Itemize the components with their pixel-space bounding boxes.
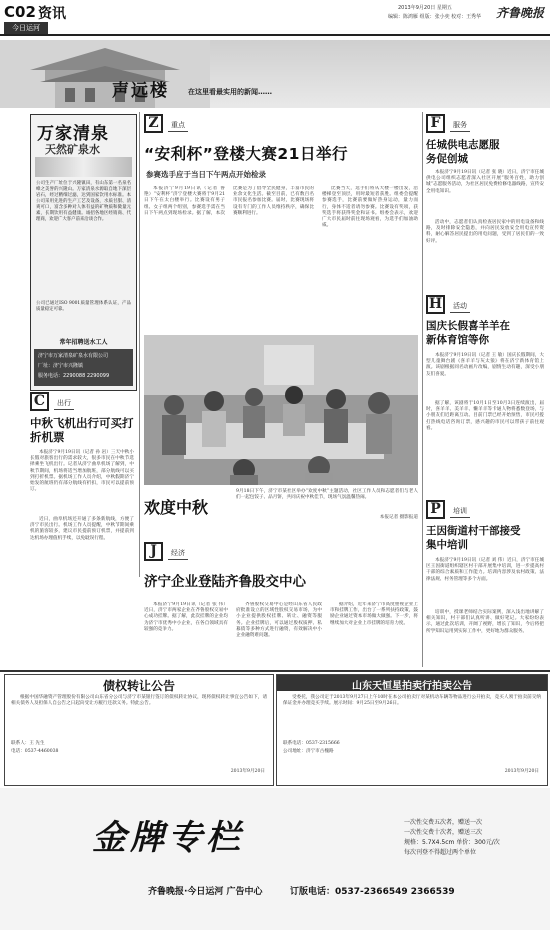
page-header bbox=[0, 0, 550, 36]
footer-ad-phone: 订版电话：0537-2366549 2366539 bbox=[290, 887, 455, 897]
wine-ad-address: 厂址：济宁市兴隆镇 bbox=[38, 363, 84, 369]
article-j-body: 本报济宁9月19日讯（记者 张 伟）近日，济宁市两家企业在齐鲁股权交易中心成功挂牌。据了解，此次挂牌的企业均为济宁市优秀中小企业，在各自领域具有较强的竞争力。 bbox=[144, 602, 228, 632]
article-p bbox=[426, 500, 544, 668]
section-tag-travel: 出行 bbox=[54, 398, 74, 410]
article-z bbox=[144, 114, 418, 329]
section-tag-service: 服务 bbox=[450, 120, 470, 132]
article-h bbox=[426, 295, 544, 485]
notice-debt-date: 2013年9月20日 bbox=[230, 769, 265, 774]
photo-caption: 9月18日下午，济宁市某社区举办“欢度中秋”主题活动，社区工作人员和志愿者们与老人们一起包饺子、品月饼，共同庆祝中秋佳节，现场气氛温馨热闹。 bbox=[236, 489, 418, 501]
notice-debt-phone: 电话：0537-4460038 bbox=[11, 749, 59, 754]
editor-line: 编辑：陈鸿雁 组版：张小奕 校对：王秀华 bbox=[388, 14, 482, 20]
article-p-title: 王因街道村干部接受集中培训 bbox=[426, 525, 521, 551]
article-c-body: 本报济宁9月19日讯（记者 孙 岩）三天中秋小长假对旅客出行的需求较大，很多市民在中秋节选择乘坐飞机出行。记者从济宁曲阜机场了解到，中秋节期间，机场将适当增加航班，部分航线可以买到打折机票。据机场工作人员介绍，中秋假期济宁始发的航班仍有部分航线有折扣，市民可以提前预订。 bbox=[30, 450, 134, 493]
footer-ad-perks bbox=[404, 818, 544, 858]
article-c-body2: 近日，曲阜机场还开通了多条新航线，方便了济宁市民出行。机场工作人员提醒，中秋节期间乘机的旅客较多，建议市民提前预订机票，并提前到达机场办理值机手续，以免耽误行程。 bbox=[30, 517, 134, 541]
notice-auction-address: 公司地址：济宁市古槐路 bbox=[283, 749, 334, 754]
wine-ad-hiring: 常年招聘送水工人 bbox=[59, 339, 108, 346]
wine-ad bbox=[30, 114, 137, 391]
wine-ad-footer bbox=[34, 349, 133, 386]
section-letter-z: Z bbox=[144, 114, 163, 133]
wine-ad-factory: 济宁市万家清泉矿泉水有限公司 bbox=[38, 353, 109, 359]
photo-block bbox=[144, 335, 418, 535]
article-j bbox=[144, 542, 418, 667]
article-z-subtitle: 参赛选手应于当日下午两点开始检录 bbox=[146, 170, 266, 179]
article-h-body: 本报济宁9月19日讯（记者 王 敏）国庆长假期间，大型儿童舞台剧《喜羊羊与灰太狼》将在济宁新体育馆上演。该剧根据同名动画片改编，剧情生动有趣，深受小朋友们喜爱。 bbox=[426, 353, 544, 377]
event-photo bbox=[144, 335, 418, 485]
article-f-title: 任城供电志愿服务促创城 bbox=[426, 139, 500, 165]
article-j-body3: 据介绍，近年来济宁市高度重视企业上市和挂牌工作，出台了一系列扶持政策，鼓励企业通过资本市场做大做强。下一步，将继续加大对企业上市挂牌的培育力度。 bbox=[330, 602, 418, 626]
section-tag-focus: 重点 bbox=[168, 120, 188, 132]
perk-item: 规格：5.7X4.5cm 单价：300元/次 bbox=[404, 839, 500, 846]
article-f-body2: 活动中，志愿者们认真检查居民家中的用电设备和线路，及时排除安全隐患，并向居民发放安全用电宣传资料，耐心解答居民提出的用电问题，受到了居民们的一致好评。 bbox=[426, 220, 544, 244]
article-c bbox=[30, 392, 135, 577]
brand-logo: 齐鲁晚报 bbox=[496, 6, 545, 20]
perk-item: 每次刊登不得超过两个单位 bbox=[404, 849, 477, 856]
wine-ad-slogan: 天然矿泉水 bbox=[45, 143, 100, 156]
article-f-body: 本报济宁9月19日讯（记者 张 晓）近日，济宁市任城供电公司组织志愿者深入社区开展“服务百姓，助力创城”志愿服务活动，为社区居民免费检修电器线路，宣传安全用电知识。 bbox=[426, 170, 544, 194]
section-tag-event: 活动 bbox=[450, 301, 470, 313]
notice-debt-contact: 联系人：王 先生 bbox=[11, 741, 45, 746]
section-name: 资讯 bbox=[38, 6, 66, 22]
header-rule bbox=[0, 34, 550, 36]
notice-rule bbox=[0, 670, 550, 672]
article-j-body2: 齐鲁股权交易中心是经山东省人民政府批准设立的区域性股权交易市场，为中小企业提供股权挂牌、转让、融资等服务。企业挂牌后，可以通过股权质押、私募债等多种方式进行融资，有效解决中小企业融资难问题。 bbox=[236, 602, 322, 639]
divider-left bbox=[139, 112, 140, 577]
wine-ad-phone: 服务电话：2290088 2290099 bbox=[38, 373, 110, 379]
article-z-title: “安利杯”登楼大赛21日举行 bbox=[144, 145, 348, 163]
perk-item: 一次性交费五次者，赠送一次 bbox=[404, 819, 483, 826]
section-letter-h: H bbox=[426, 295, 445, 314]
notice-auction-date: 2013年9月20日 bbox=[504, 769, 539, 774]
article-p-body2: 培训中，授课老师结合实际案例，深入浅出地讲解了相关知识，村干部们认真听讲、做好笔记。大家纷纷表示，通过此次培训，开阔了视野，增长了知识，今后将把所学知识运用到实际工作中，更好地为群众服务。 bbox=[426, 610, 544, 634]
article-j-title: 济宁企业登陆齐鲁股交中心 bbox=[144, 574, 306, 590]
photo-title: 欢度中秋 bbox=[144, 498, 209, 517]
footer-ad bbox=[0, 788, 550, 930]
section-letter-p: P bbox=[426, 500, 445, 519]
article-c-title: 中秋飞机出行可买打折机票 bbox=[30, 416, 134, 444]
article-p-body: 本报济宁9月19日讯（记者 刘 伟）近日，济宁市任城区王因街道组织辖区村干部开展集中培训，进一步提高村干部的综合素质和工作能力。培训内容涉及农村政策、法律法规、村务管理等多个方面。 bbox=[426, 558, 544, 582]
wine-ad-brand: 万家清泉 bbox=[37, 124, 109, 144]
divider-right bbox=[422, 112, 423, 667]
banner-subtitle: 在这里看最实用的新闻…… bbox=[188, 88, 272, 96]
footer-ad-line: 齐鲁晚报·今日运河 广告中心 bbox=[148, 887, 263, 897]
footer-ad-logo: 金牌专栏 bbox=[92, 818, 244, 858]
section-letter-c: C bbox=[30, 392, 49, 411]
section-tag-training: 培训 bbox=[450, 506, 470, 518]
notice-debt bbox=[4, 674, 274, 786]
wine-ad-cert: 公司已通过ISO 9001质量管理体系认证，产品质量稳定可靠。 bbox=[36, 301, 131, 312]
article-h-title: 国庆长假喜羊羊在新体育馆等你 bbox=[426, 320, 510, 346]
article-f bbox=[426, 114, 544, 289]
notice-auction bbox=[276, 674, 548, 786]
wine-ad-body: 公司生产厂址位于兴隆镇田，有山东第一名泉名峰之美誉的兴隆山。万家清泉水源取自地下深层岩石，经过精细过滤，达到国家饮用水标准。本公司采用先进的生产工艺及设备，水质甘甜、清爽可口，富含多种对人体有益的矿物质和微量元素，长期饮用有益健康。诚招各地区经销商、代理商，欢迎广大客户前来洽谈合作。 bbox=[36, 181, 131, 222]
section-letter-j: J bbox=[144, 542, 163, 561]
sub-section-label: 今日运河 bbox=[4, 22, 48, 34]
notice-auction-title: 山东天恒星拍卖行拍卖公告 bbox=[352, 681, 472, 692]
section-banner bbox=[0, 40, 550, 108]
wine-ad-image bbox=[35, 157, 132, 177]
article-z-body: 本报济宁9月19日讯（记者 鲁 艳）“安利杯”济宁登楼大赛将于9月21日下午在太白楼举行。比赛设有男子组、女子组两个组别，参赛选手需在当日下午两点到现场检录。据了解，本次比赛是为了倡导全民健身，丰富市民的业余文化生活。截至目前，已有数百名市民报名参加比赛。届时，比赛现场将设有专门的工作人员维持秩序，确保比赛顺利进行。 bbox=[144, 186, 314, 216]
photo-credit: 本报记者 摄影报道 bbox=[379, 515, 418, 520]
section-tag-economy: 经济 bbox=[168, 548, 188, 560]
notice-auction-body: 受委托，我公司定于2013年9月27日上午10时在本公司拍卖厅对某机动车辆等物品进行公开拍卖，竞买人须于拍卖前交纳保证金并办理竞买手续。展示时间：9月25日至9月26日。 bbox=[283, 695, 541, 707]
article-z-body2: 比赛当天，选手们将从大楼一楼出发，沿楼梯登至顶层，用时最短者获胜。组委会提醒参赛选手，比赛前要做好热身运动，量力而行，身体不适者请勿参赛。比赛设有奖项，获奖选手将获得奖金和证书。组委会表示，欢迎广大市民届时前往现场观看，为选手们加油助威。 bbox=[322, 186, 418, 229]
notice-debt-title: 债权转让公告 bbox=[102, 679, 175, 693]
tower-illustration bbox=[0, 40, 210, 108]
notice-debt-body: 根据中国华融资产管理股份有限公司山东省分公司与济宁市某银行签订的债权转让协议，现将债权转让事宜公告如下，请相关债务人及担保人自公告之日起向受让方履行还款义务。特此公告。 bbox=[11, 695, 267, 707]
section-letter-f: F bbox=[426, 114, 445, 133]
article-h-body2: 据了解，该剧将于10月1日至10月3日连续演出，届时，喜羊羊、美羊羊、懒羊羊等卡通人物将悉数登场，与小朋友们近距离互动。目前门票已经开始预售，市民可拨打热线电话咨询订票，感兴趣的市民可以带孩子前往观看。 bbox=[426, 401, 544, 431]
perk-item: 一次性交费十次者，赠送三次 bbox=[404, 829, 483, 836]
page-code: C02 bbox=[4, 3, 36, 21]
banner-title: 声远楼 bbox=[112, 81, 169, 101]
date-line: 2013年9月20日 星期五 bbox=[398, 5, 452, 11]
notice-auction-contact: 联系电话：0537-2315666 bbox=[283, 741, 340, 746]
